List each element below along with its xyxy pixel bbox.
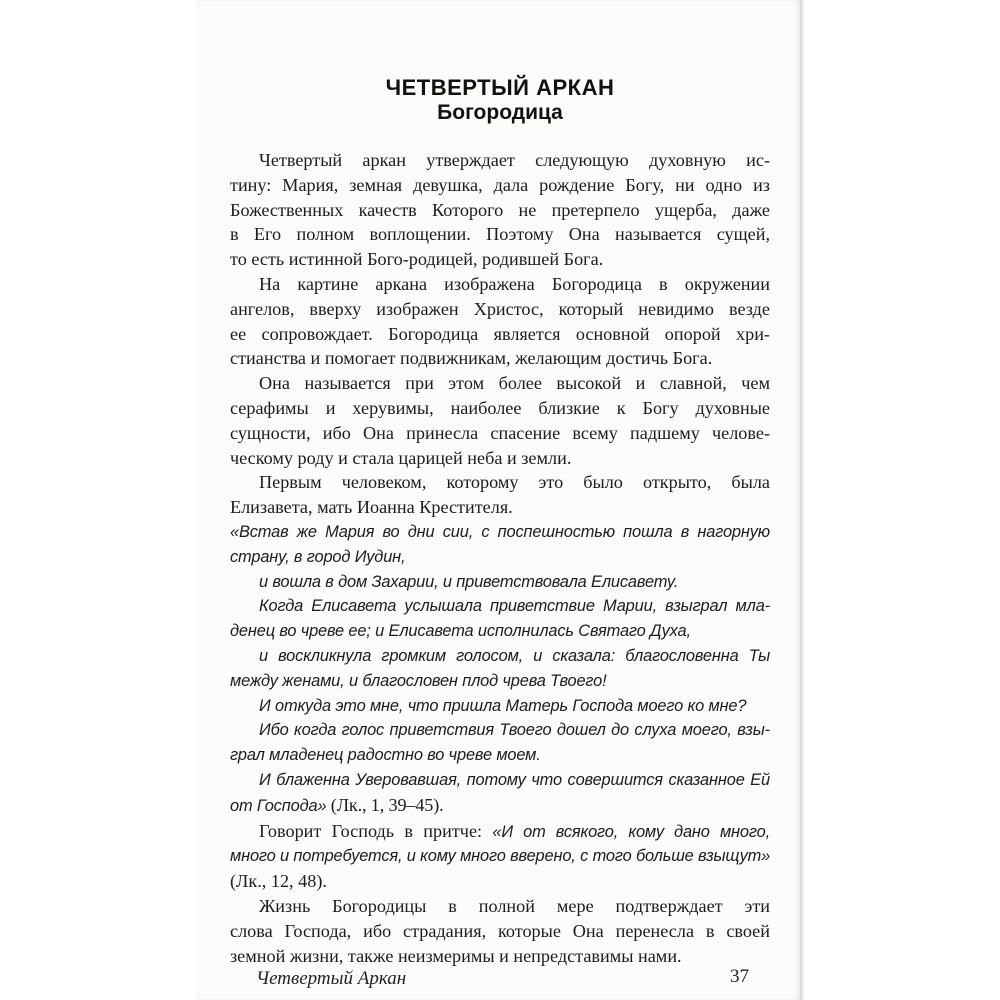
text-line: то есть истинной Бого-родицей, родившей Бога. <box>230 249 604 270</box>
quote-line: грал младенец радостно во чреве моем. <box>230 746 541 765</box>
quote-line <box>230 793 770 819</box>
quote-line: Ибо когда голос приветствия Твоего дошел до слуха моего, взы- <box>259 721 770 740</box>
quote-line: денец во чреве ее; и Елисавета исполнилась Святаго Духа, <box>230 622 691 641</box>
quote-end: от Господа» <box>230 796 327 815</box>
text-line: ее сопровождает. Богородица является основной опорой хри- <box>230 323 770 344</box>
text-line: тину: Мария, земная девушка, дала рождение Богу, ни одно из <box>230 174 770 195</box>
quote-line: И блаженна Уверовавшая, потому что совершится сказанное Ей <box>259 770 770 789</box>
quote-line: страну, в город Иудин, <box>230 547 406 566</box>
text-line: земной жизни, также неизмеримы и непредставимы нами. <box>230 945 682 966</box>
text-line: ческому роду и стала царицей неба и земли. <box>230 447 572 468</box>
text-line: Жизнь Богородицы в полной мере подтверждает эти <box>259 895 770 916</box>
text-line: сущности, ибо Она принесла спасение всему падшему челове- <box>230 422 770 443</box>
text-line: Она называется при этом более высокой и славной, чем <box>259 373 770 394</box>
quote-line: «Встав же Мария во дни сии, с поспешностью пошла в нагорную <box>230 522 770 541</box>
quote-line: Когда Елисавета услышала приветствие Марии, взыграл мла- <box>259 597 770 616</box>
text-line: На картине аркана изображена Богородица в окружении <box>259 273 770 294</box>
quote-line: между женами, и благословен плод чрева Твоего! <box>230 671 607 690</box>
scripture-reference: (Лк., 1, 39–45). <box>326 794 444 815</box>
text-line: слова Господа, ибо страдания, которые Она перенесла в своей <box>230 920 770 941</box>
text-line: стианства и помогает подвижникам, желающим достичь Бога. <box>230 348 713 369</box>
text-line: Божественных качеств Которого не претерпело ущерба, даже <box>230 199 770 220</box>
running-footer-title: Четвертый Аркан <box>256 968 407 989</box>
chapter-title: ЧЕТВЕРТЫЙ АРКАН <box>385 75 615 100</box>
text-fragment: Говорит Господь в притче: <box>259 820 493 841</box>
text-line: ангелов, вверху изображен Христос, который невидимо везде <box>230 298 770 319</box>
scripture-reference: (Лк., 12, 48). <box>230 871 327 892</box>
quote-line: и воскликнула громким голосом, и сказала: благословенна Ты <box>259 646 770 665</box>
text-line: в Его полном воплощении. Поэтому Она называется сущей, <box>230 224 770 245</box>
text-line: Четвертый аркан утверждает следующую духовную ис- <box>259 150 770 170</box>
text-line <box>230 819 770 845</box>
page-number: 37 <box>730 966 749 987</box>
quote-line: И откуда это мне, что пришла Матерь Господа моего ко мне? <box>259 696 747 715</box>
text-line: серафимы и херувимы, наиболее близкие к Богу духовные <box>230 397 770 418</box>
chapter-subtitle: Богородица <box>437 101 563 124</box>
quote-line: и вошла в дом Захарии, и приветствовала Елисавету. <box>259 572 679 591</box>
text-line: Первым человеком, которому это было открыто, была <box>259 472 770 493</box>
page-edge <box>800 0 804 1000</box>
quote-line: много и потребуется, и кому много вверено, с того больше взыщут» <box>230 847 771 866</box>
quote-fragment: «И от всякого, кому дано много, <box>492 822 770 841</box>
text-line: Елизавета, мать Иоанна Крестителя. <box>230 497 513 518</box>
body-text <box>230 148 770 968</box>
